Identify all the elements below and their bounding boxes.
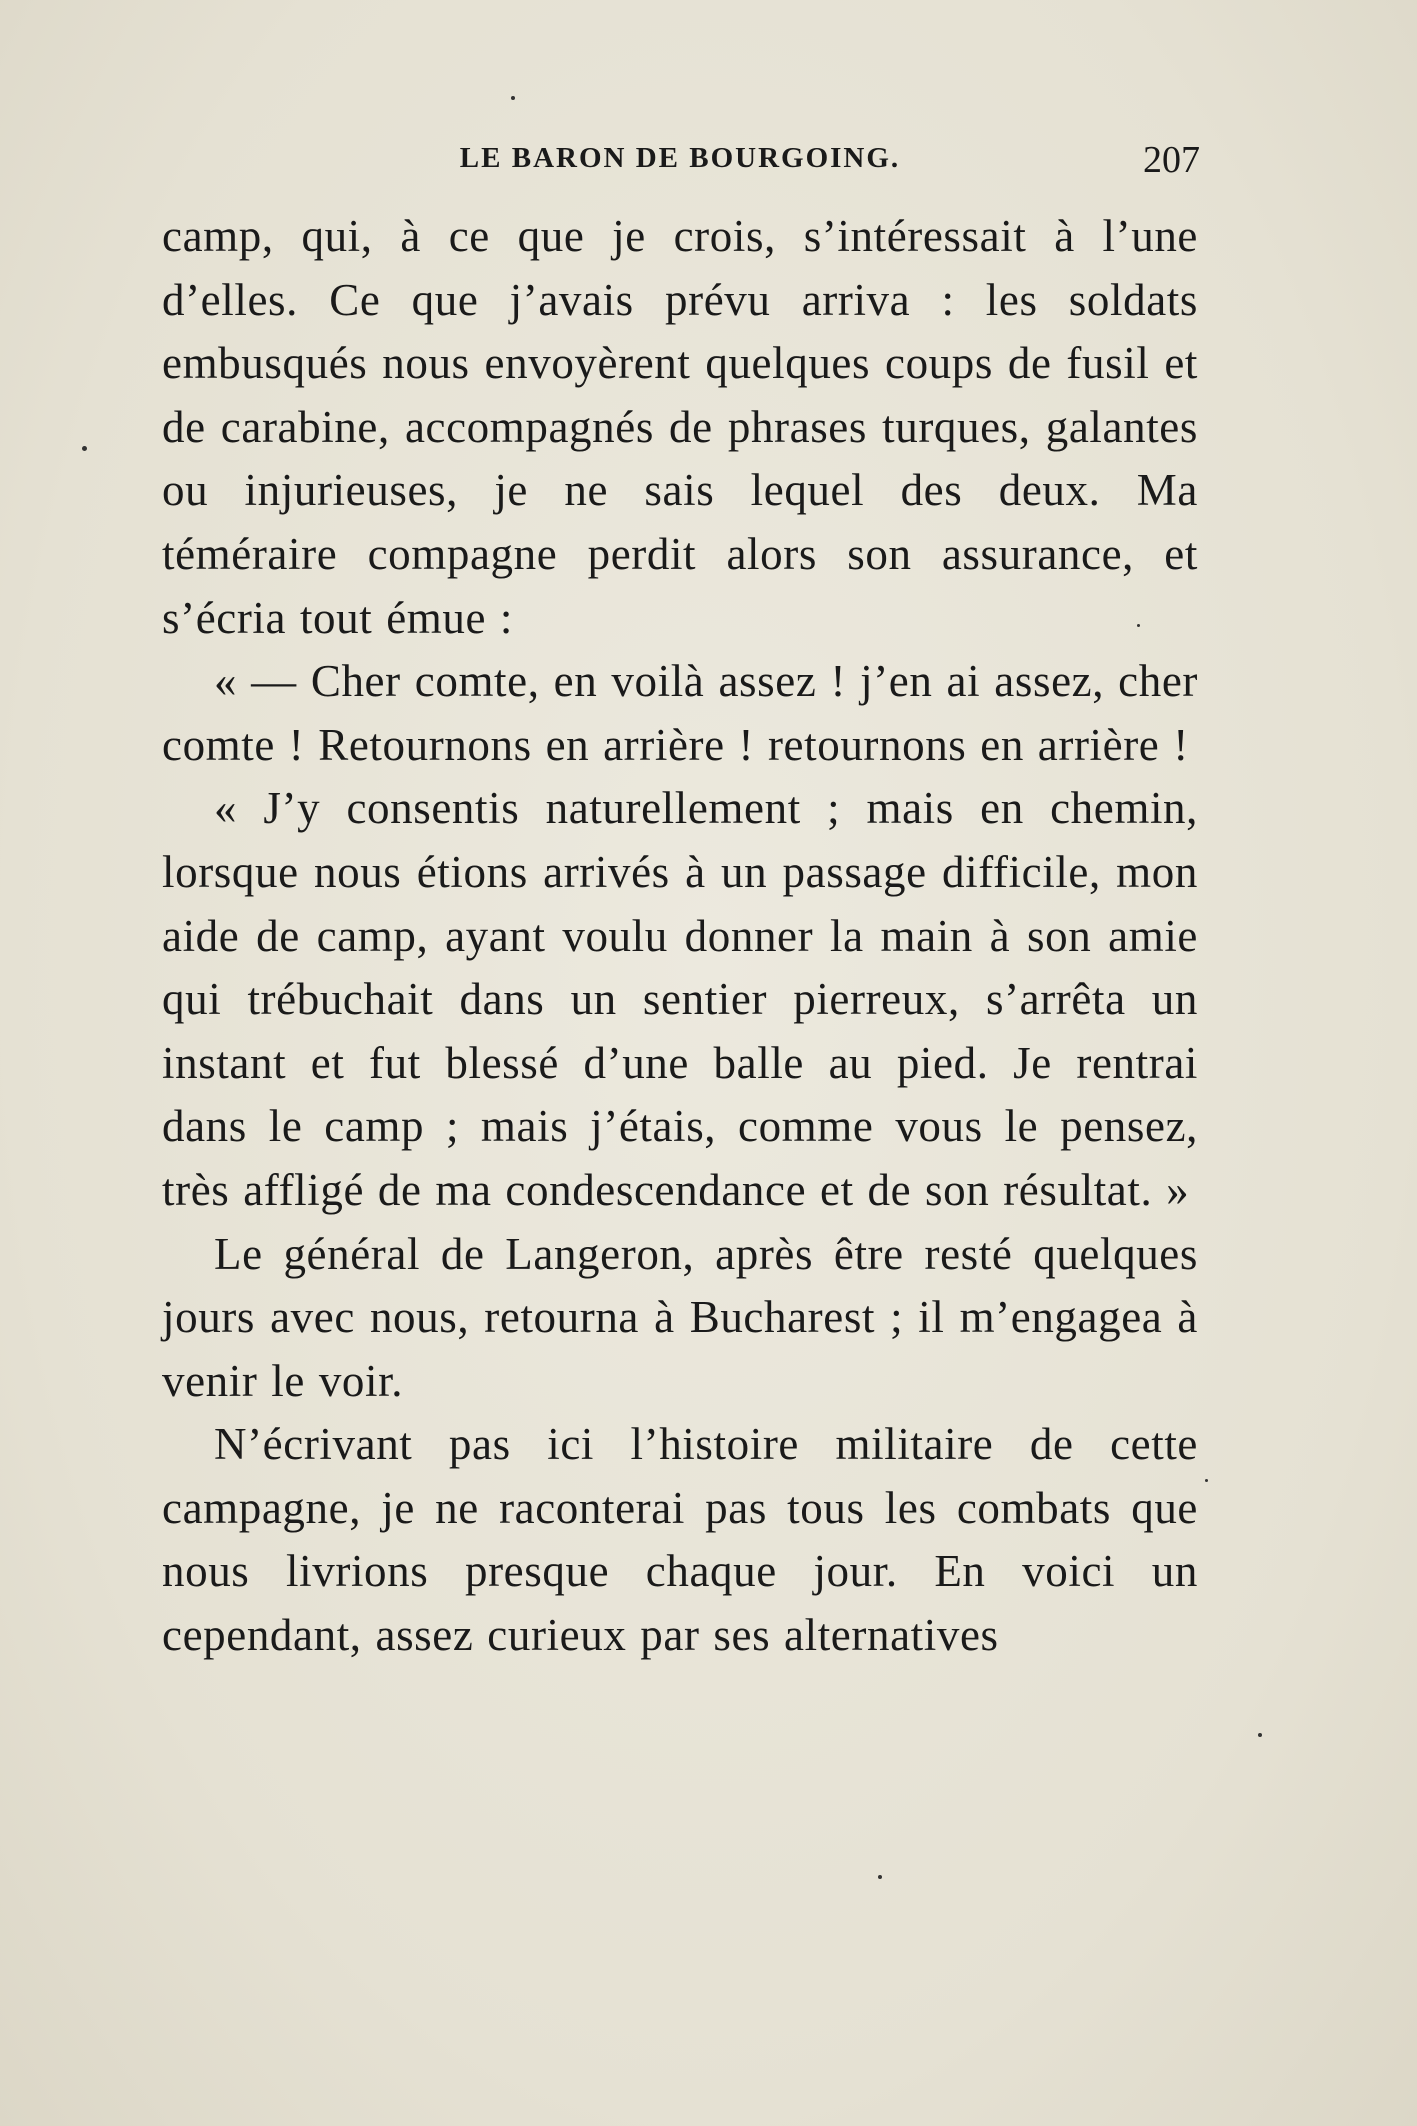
page-number: 207 bbox=[1143, 139, 1200, 181]
running-title: LE BARON DE BOURGOING. bbox=[459, 142, 901, 174]
body-text bbox=[162, 205, 1198, 1668]
running-head bbox=[160, 138, 1200, 188]
paragraph-quote-companion: « — Cher comte, en voilà assez ! j’en ai assez, cher comte ! Retournons en arrière ! retournons en arrière ! bbox=[162, 656, 1198, 770]
paragraph-quote-narration: « J’y consentis naturellement ; mais en chemin, lorsque nous étions arrivés à un passage difficile, mon aide de camp, ayant voulu donner la main à son amie qui trébuchait dans un sentier pierreux, s’arrêta un instant et fut blessé d’une balle au pied. Je rentrai dans le camp ; mais j’étais, comme vous le pensez, très affligé de ma condescendance et de son résultat. » bbox=[162, 783, 1198, 1215]
paragraph-langeron: Le général de Langeron, après être resté quelques jours avec nous, retourna à Bucharest ; il m’engagea à venir le voir. bbox=[162, 1228, 1198, 1406]
paragraph-continuation: camp, qui, à ce que je crois, s’intéressait à l’une d’elles. Ce que j’avais prévu arriva : les soldats embusqués nous envoyèrent quelques coups de fusil et de carabine, accompagnés de phrases turques, galantes ou injurieuses, je ne sais lequel des deux. Ma téméraire compagne perdit alors son assurance, et s’écria tout émue : bbox=[162, 211, 1198, 643]
paragraph-campaign: N’écrivant pas ici l’histoire militaire de cette campagne, je ne raconterai pas tous les combats que nous livrions presque chaque jour. En voici un cependant, assez curieux par ses alternatives bbox=[162, 1419, 1198, 1661]
